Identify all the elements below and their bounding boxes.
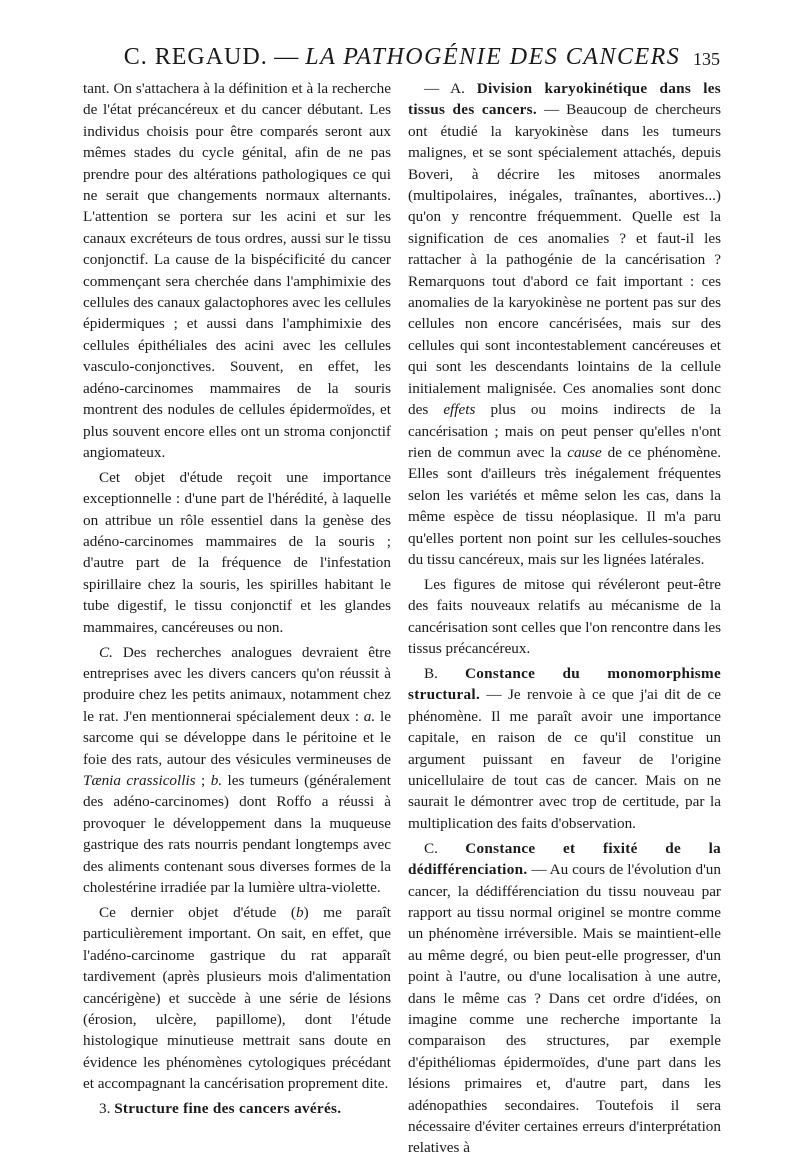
header-title: LA PATHOGÉNIE DES CANCERS	[305, 44, 681, 70]
item-letter: b	[295, 903, 304, 921]
subsection-title: Constance du monomorphisme structural.	[408, 664, 721, 704]
running-header	[84, 44, 720, 80]
paragraph: Cet objet d'étude reçoit une importance exceptionnelle : d'une part de l'hérédité, à laquelle on attribue un rôle essentiel dans la genèse des adéno-carcinomes mammaires de la souris ; d'autre part de la fréquence de l'infestation spirillaire chez la souris, les spirilles habitant le tube digestif, le tissu conjonctif et les glandes mammaires, cancéreuses ou non.	[83, 468, 391, 636]
item-letter: b.	[210, 772, 223, 789]
running-title	[84, 44, 720, 71]
paragraph: tant. On s'attachera à la définition et à la recherche de l'état précancéreux et du cancer débutant. Les individus choisis pour être comparés seront aux mêmes stades du cycle génital, afin de ne pas prendre pour des altérations pathologiques ce qui ne serait que changements normaux alternants. L'attention se portera sur les acini et sur les canaux excréteurs de tous ordres, aussi sur le tissu conjonctif. La cause de la bispécificité du cancer commençant sera cherchée dans l'amphimixie des cellules des canaux galactophores avec les cellules épidermiques ; et aussi dans l'amphimixie des cellules épithéliales des acini avec les cellules vasculo-conjonctives. Souvent, en effet, les adéno-carcinomes mammaires de la souris montrent des nodules de cellules épidermoïdes, et plus souvent encore elles ont un stroma conjonctif angiomateux.	[83, 80, 391, 461]
item-letter: C.	[99, 643, 113, 661]
paragraph: — A. Division karyokinétique dans les tissus des cancers. — Beaucoup de chercheurs ont étudié la karyokinèse dans les tumeurs malignes, et se sont spécialement attachés, depuis Boveri, à décrire les mitoses anormales (multipolaires, inégales, traînantes, abortives...) qu'on y rencontre fréquemment. Quelle est la signification de ces anomalies ? et faut-il les rattacher à la pathogénie de la cancérisation ? Remarquons tout d'abord ce fait important : ces anomalies de la karyokinèse ne portent pas sur des cellules non encore cancérisées, mais sur des cellules qui sont incontestablement cancéreuses et qui sont les descendants lointains de la cellule initialement malignisée. Ces anomalies sont donc des effets plus ou moins indirects de la cancérisation ; mais on peut penser qu'elles n'ont rien de commun avec la cause de ce phénomène. Elles sont d'ailleurs très inégalement fréquentes selon les variétés et même selon les cas, dans la même espèce de tissu néoplasique. Il m'a paru qu'elles portent non point sur les cellules-souches du tissu cancéreux, mais sur les lignées latérales.	[408, 80, 722, 568]
paragraph: C. Des recherches analogues devraient être entreprises avec les divers cancers qu'on réussit à produire chez les petits animaux, notamment chez le rat. J'en mentionnerai spécialement deux : a. le sarcome qui se développe dans le péritoine et le foie des rats, autour des vésicules vermineuses de Tænia crassicollis ; b. les tumeurs (généralement des adéno-carcinomes) dont Roffo a réussi à provoquer le développement dans la muqueuse gastrique des rats nourris pendant longtemps avec des aliments contenant sous diverses formes de la cholestérine irradiée par la lumière ultra-violette.	[83, 643, 391, 897]
page-number: 135	[693, 49, 720, 69]
species-name: Tænia crassicollis	[83, 772, 196, 789]
subsection-title: Division karyokinétique dans les tissus des cancers.	[408, 80, 721, 119]
item-letter: a.	[363, 707, 376, 725]
paragraph: Les figures de mitose qui révéleront peut-être des faits nouveaux relatifs au mécanisme de la cancérisation sont celles que l'on rencontre dans les tissus précancéreux.	[408, 575, 721, 658]
section-number: 3.	[99, 1100, 111, 1118]
paragraph: B. Constance du monomorphisme structural. — Je renvoie à ce que j'ai dit de ce phénomène. Il me paraît avoir une importance capitale, en raison de ce qu'il constitue un argument puissant en faveur de l'origine unicellulaire de tout cas de cancer. Mais on ne saurait le démontrer avec trop de certitude, par la multiplication des faits d'observation.	[408, 664, 721, 832]
section-title: Structure fine des cancers avérés.	[114, 1100, 342, 1118]
right-column	[408, 78, 721, 1162]
paragraph: Ce dernier objet d'étude (b) me paraît particulièrement important. On sait, en effet, que l'adéno-carcinome gastrique du rat apparaît tardivement (après plusieurs mois d'alimentation cancérigène) et succède à une série de lésions (érosion, ulcère, papillome), dont l'étude histologique minutieuse mettrait sans doute en évidence les phénomènes cytologiques précédant et accompagnant la cancérisation proprement dite.	[83, 903, 391, 1093]
paragraph: C. Constance et fixité de la dédifférenciation. — Au cours de l'évolution d'un cancer, la dédifférenciation du tissu nouveau par rapport au tissu normal originel se montre comme un phénomène irréversible. Mais se maintient-elle au même degré, ou bien peut-elle progresser, d'un point à l'autre, ou d'une localisation à une autre, dans le même cas ? Dans cet ordre d'idées, on imagine comme une recherche importante la comparaison des structures, par exemple d'épithéliomas épidermoïdes, d'une part dans les lésions primaires et, d'autre part, dans les adénopathies secondaires. Toutefois il sera nécessaire d'éviter certaines erreurs d'interprétation relatives à	[408, 839, 722, 1157]
header-dash: —	[267, 44, 306, 70]
subsection-title: Constance et fixité de la dédifférenciation.	[408, 839, 722, 879]
header-author: C. REGAUD.	[123, 44, 268, 70]
left-column	[83, 78, 391, 1123]
section-heading	[83, 1098, 391, 1119]
